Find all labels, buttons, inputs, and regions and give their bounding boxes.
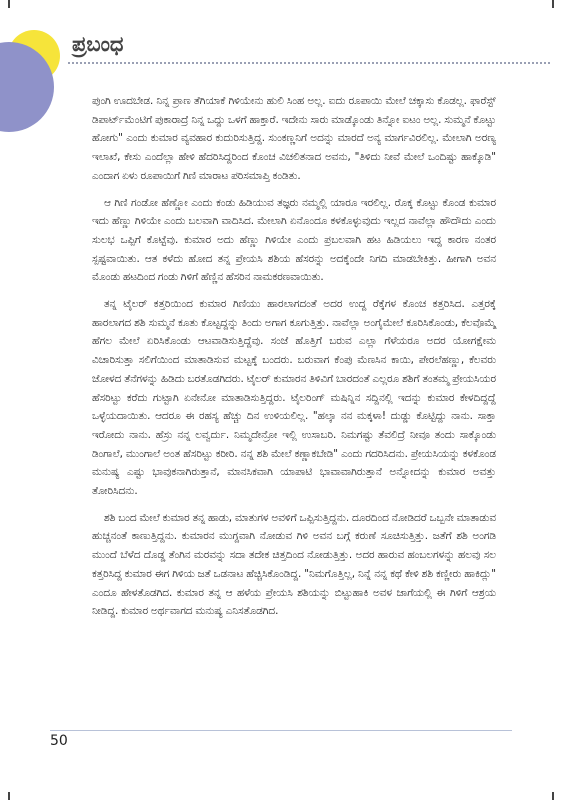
paragraph: ತನ್ನ ಟೈಲರ್ ಕತ್ತರಿಯಿಂದ ಕುಮಾರ ಗಿಣಿಯು ಹಾರಲಾಗದಂತೆ ಅದರ ಉದ್ದ ರೆಕ್ಕೆಗಳ ಕೊಂಚ ಕತ್ತರಿಸಿದ. ಎತ್ತರಕ್ಕೆ ಹಾರಲಾಗದ ಶಶಿ ಸುಮ್ಮನೆ ಕೂತು ಕೊಟ್ಟದ್ದನ್ನು ತಿಂದು ಅಗಾಗ ಕೂಗುತ್ತಿತ್ತು. ನಾವೆಲ್ಲಾ ಅಂಗೈಮೇಲೆ ಕೂರಿಸಿಕೊಂಡು, ಕೆಲವೊಮ್ಮೆ ಹೆಗಲ ಮೇಲೆ ಏರಿಸಿಕೊಂಡು ಆಟವಾಡಿಸುತ್ತಿದ್ದೆವು. ಸಂಜೆ ಹೊತ್ತಿಗೆ ಬರುವ ಎಲ್ಲಾ ಗೆಳೆಯರೂ ಅದರ ಯೋಗಕ್ಷೇಮ ವಿಚಾರಿಸುತ್ತಾ ಸಲಿಗೆಯಿಂದ ಮಾತಾಡಿಸುವ ಮಟ್ಟಕ್ಕೆ ಬಂದರು. ಬರುವಾಗ ಕೆಂಪು ಮೆಣಸಿನ ಕಾಯಿ, ಪೇರಲೆಹಣ್ಣು, ಕೆಲವರು ಜೋಳದ ತೆನೆಗಳನ್ನು ಹಿಡಿದು ಬರತೊಡಗಿದರು. ಟೈಲರ್ ಕುಮಾರನ ತಿಳಿವಿಗೆ ಬಾರದಂತೆ ಎಲ್ಲರೂ ಶಶಿಗೆ ತಂತಮ್ಮ ಪ್ರೇಯಸಿಯರ ಹೆಸರಿಟ್ಟು ಕರೆದು ಗುಟ್ಟಾಗಿ ಏನೇನೋ ಮಾತಾಡಿಸುತ್ತಿದ್ದರು. ಟೈಲರಿಂಗ್ ಮಷಿನ್ನಿನ ಸದ್ದಿನಲ್ಲಿ ಇದನ್ನು ಕುಮಾರ ಕೇಳದಿದ್ದದ್ದೆ ಒಳ್ಳೆಯದಾಯಿತು. ಆದರೂ ಈ ರಹಸ್ಯ ಹೆಚ್ಚು ದಿನ ಉಳಿಯಲಿಲ್ಲ. "ಹಲ್ಕಾ ನನ ಮಕ್ಕಳಾ! ದುಡ್ಡು ಕೊಟ್ಟಿದ್ದು ನಾನು. ಸಾಕ್ತಾ ಇರೋದು ನಾನು. ಹೆಸ್ರು ನನ್ನ ಲವ್ವರ್ದು. ನಿಮ್ಮದೇನ್ರೋ ಇಲ್ಲಿ ಉಸಾಬರಿ. ನಿಮಗಷ್ಟು ತೆವಲಿದ್ರೆ ನೀವೂ ತಂದು ಸಾಕ್ಕೊಂಡು ಡಿಂಗಾಲೆ, ಮುಂಗಾಲೆ ಅಂತ ಹೆಸರಿಟ್ಟು ಕರೀರಿ. ನನ್ನ ಶಶಿ ಮೇಲೆ ಕಣ್ಣಾಕಬೇಡಿ" ಎಂದು ಗದರಿಸಿದನು. ಪ್ರೇಯಸಿಯನ್ನು ಕಳಕೊಂಡ ಮನುಷ್ಯ ಎಷ್ಟು ಭಾವುಕನಾಗಿರುತ್ತಾನೆ, ಮಾನಸಿಕವಾಗಿ ಯಾಪಾಟಿ ಭಾವಾವಾಗಿರುತ್ತಾನೆ ಅನ್ನೋದನ್ನು ಕುಮಾರ ಅವತ್ತು ತೋರಿಸಿದನು.: [92, 298, 496, 498]
footer-divider: [50, 730, 512, 731]
paragraph: ಪುಂಗಿ ಊದಬೇಡ. ನಿನ್ನ ಪ್ರಾಣ ತೆಗಿಯಾಕೆ ಗಿಳಿಯೇನು ಹುಲಿ ಸಿಂಹ ಅಲ್ಲ. ಐದು ರೂಪಾಯಿ ಮೇಲೆ ಚಕ್ಕಾಸು ಕೊಡಲ್ಲ. ಫಾರೆಸ್ಟ್ ಡಿಪಾರ್ಟ್‌ಮೆಂಟಿಗೆ ಪುಕಾರಾದ್ರೆ ನಿನ್ನ ಒದ್ದು ಒಳಗೆ ಹಾಕ್ತಾರೆ. ಇದೇನು ಸಾರು ಮಾಡ್ಕೊಂಡು ತಿನ್ನೋ ಐಟಂ ಅಲ್ಲ. ಸುಮ್ಮನೆ ಕೊಟ್ಟು ಹೋಗು" ಎಂದು ಕುಮಾರ ವ್ಯವಹಾರ ಕುದುರಿಸುತ್ತಿದ್ದ. ಸುಂಕಣ್ಣನಿಗೆ ಅದನ್ನು ಮಾರದೆ ಅನ್ಯ ಮಾರ್ಗವಿರಲಿಲ್ಲ. ಮೇಲಾಗಿ ಅರಣ್ಯ ಇಲಾಖೆ, ಕೇಸು ಎಂದೆಲ್ಲಾ ಹೇಳಿ ಹೆದರಿಸಿದ್ದರಿಂದ ಕೊಂಚ ವಿಚಲಿತನಾದ ಅವನು, "ತಿಳಿದು ನೀವೆ ಮೇಲೆ ಒಂದಿಷ್ಟು ಹಾಕ್ಕೊಡಿ" ಎಂದಾಗ ಏಳು ರೂಪಾಯಿಗೆ ಗಿಣಿ ಮಾರಾಟ ಪರಿಸಮಾಪ್ತಿ ಕಂಡಿತು.: [92, 95, 496, 182]
crop-mark: [552, 792, 554, 800]
article-body: [92, 92, 496, 629]
paragraph: ಆ ಗಿಣಿ ಗಂಡೋ ಹೆಣ್ಣೋ ಎಂದು ಕಂಡು ಹಿಡಿಯುವ ತಜ್ಞರು ನಮ್ಮಲ್ಲಿ ಯಾರೂ ಇರಲಿಲ್ಲ. ರೊಕ್ಕ ಕೊಟ್ಟು ಕೊಂಡ ಕುಮಾರ ಇದು ಹೆಣ್ಣು ಗಿಳಿಯೇ ಎಂದು ಬಲವಾಗಿ ವಾದಿಸಿದ. ಮೇಲಾಗಿ ಏನೊಂದೂ ಕಳಕೊಳ್ಳುವುದು ಇಲ್ಲದ ನಾವೆಲ್ಲಾ ಹೌದೌದು ಎಂದು ಸುಲಭ ಒಪ್ಪಿಗೆ ಕೊಟ್ಟೆವು. ಕುಮಾರ ಅದು ಹೆಣ್ಣು ಗಿಳಿಯೇ ಎಂದು ಪ್ರಬಲವಾಗಿ ಹಟ ಹಿಡಿಯಲು ಇದ್ದ ಕಾರಣ ನಂತರ ಸ್ಪಷ್ಟವಾಯಿತು. ಆತ ಕಳೆದು ಹೋದ ತನ್ನ ಪ್ರೇಯಸಿ ಶಶಿಯ ಹೆಸರನ್ನು ಅದಕ್ಕೆಂದೇ ನಿಗದಿ ಮಾಡಬೇಕಿತ್ತು. ಹೀಗಾಗಿ ಅವನ ಮೊಂಡು ಹಟದಿಂದ ಗಂಡು ಗಿಳಿಗೆ ಹೆಣ್ಣಿನ ಹೆಸರಿನ ನಾಮಕರಣವಾಯಿತು.: [92, 196, 496, 284]
crop-mark: [552, 0, 554, 8]
crop-mark: [8, 792, 10, 800]
section-title: ಪ್ರಬಂಧ: [72, 32, 124, 56]
crop-mark: [8, 0, 10, 8]
title-divider: [68, 62, 550, 64]
paragraph: ಶಶಿ ಬಂದ ಮೇಲೆ ಕುಮಾರ ತನ್ನ ಹಾಡು, ಮಾತುಗಳ ಅವಳಿಗೆ ಒಪ್ಪಿಸುತ್ತಿದ್ದನು. ದೂರದಿಂದ ನೋಡಿದರೆ ಒಬ್ಬನೇ ಮಾತಾಡುವ ಹುಚ್ಚನಂತೆ ಕಾಣುತ್ತಿದ್ದನು. ಕುಮಾರನ ಮುಗ್ದವಾಗಿ ನೋಡುವ ಗಿಳಿ ಅವನ ಬಗ್ಗೆ ಕರುಣೆ ಸೂಚಿಸುತ್ತಿತ್ತು. ಜತೆಗೆ ಶಶಿ ಅಂಗಡಿ ಮುಂದೆ ಬೆಳೆದ ದೊಡ್ಡ ತೆಂಗಿನ ಮರವನ್ನು ಸದಾ ತದೇಕ ಚಿತ್ತದಿಂದ ನೋಡುತ್ತಿತ್ತು. ಅದರ ಹಾರುವ ಹಂಬಲಗಳನ್ನು ಹಲವು ಸಲ ಕತ್ತರಿಸಿದ್ದ ಕುಮಾರ ಈಗ ಗಿಳಿಯ ಜತೆ ಒಡನಾಟ ಹೆಚ್ಚಿಸಿಕೊಂಡಿದ್ದ. "ನಿಮಗೊತ್ತಿಲ್ಲ, ನಿನ್ನೆ ನನ್ನ ಕಥೆ ಕೇಳಿ ಶಶಿ ಕಣ್ಣೀರು ಹಾಕಿದ್ಲು" ಎಂದೂ ಹೇಳತೊಡಗಿದ. ಕುಮಾರ ತನ್ನ ಆ ಹಳೆಯ ಪ್ರೇಯಸಿ ಶಶಿಯನ್ನು ಬಿಟ್ಟುಹಾಕಿ ಅವಳ ಜಾಗೆಯಲ್ಲಿ ಈ ಗಿಳಿಗೆ ಆಶ್ರಯ ನೀಡಿದ್ದ. ಕುಮಾರ ಅರ್ಥವಾಗದ ಮನುಷ್ಯ ಎನಿಸತೊಡಗಿದ.: [92, 511, 496, 618]
page-number: 50: [50, 733, 68, 749]
